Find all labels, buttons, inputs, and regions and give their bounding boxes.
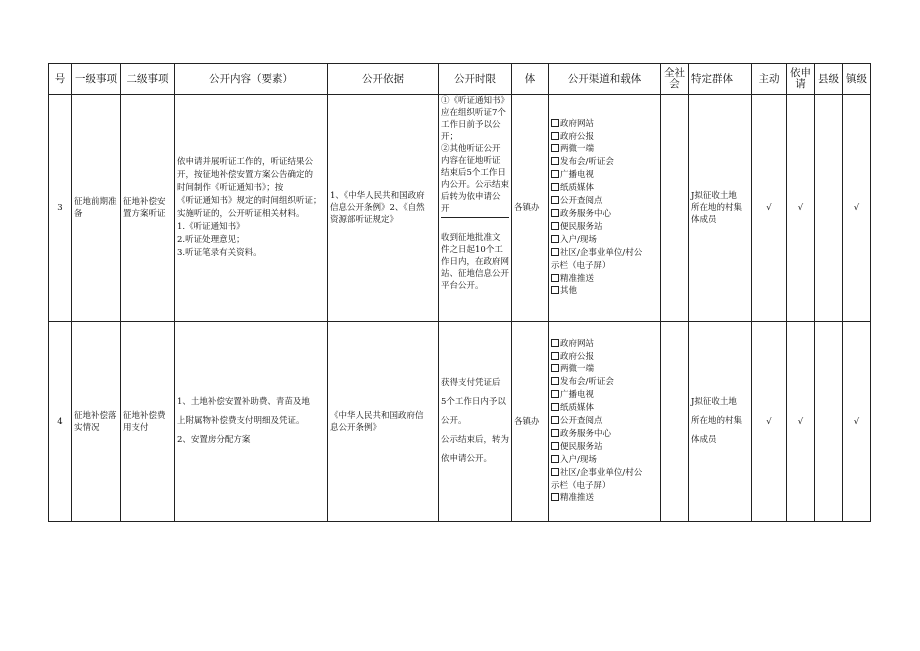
text-line: 《中华人民共和国政府信 — [330, 410, 424, 421]
text-line: 实施听证的，公开听证相关材料。 — [177, 209, 305, 219]
channel-item — [551, 467, 658, 480]
channel-item — [551, 156, 658, 169]
channel-label: 政府公报 — [560, 131, 595, 142]
checkbox-icon — [551, 493, 559, 501]
text-line: 公开。 — [441, 416, 467, 426]
town-check: √ — [843, 95, 871, 322]
checkbox-icon — [551, 119, 559, 127]
header-county: 县级 — [815, 64, 843, 95]
channel-label: 公开查阅点 — [560, 196, 603, 207]
county-check — [815, 322, 843, 522]
channel-label: 纸质媒体 — [560, 403, 595, 414]
header-active: 主动 — [752, 64, 787, 95]
text-line: 资源部听证规定》 — [330, 215, 399, 225]
text-line: 时间制作《听证通知书》；按 — [177, 183, 284, 193]
text-line: 内容在征地听证 — [441, 156, 501, 166]
on-request-check: √ — [787, 322, 815, 522]
channel-item — [551, 273, 658, 286]
checkbox-icon — [551, 442, 559, 450]
header-on-request: 依申请 — [787, 64, 815, 95]
time-limit-text — [439, 322, 512, 522]
whole-society-mark — [661, 95, 689, 322]
header-whole-society: 全社会 — [661, 64, 689, 95]
channel-item — [551, 221, 658, 234]
text-line: 1.《听证通知书》 — [177, 222, 245, 232]
channel-label: 其他 — [560, 286, 578, 297]
active-check: √ — [752, 95, 787, 322]
checkbox-icon — [551, 222, 559, 230]
table-row-4 — [49, 322, 871, 522]
level1-item: 征地前期准备 — [72, 95, 121, 322]
county-check — [815, 95, 843, 322]
channel-item — [551, 338, 658, 351]
checkbox-icon — [551, 170, 559, 178]
header-no: 号 — [49, 64, 72, 95]
channel-label: 政府网站 — [560, 118, 595, 129]
time-limit-cell — [439, 95, 512, 322]
channel-label: 公开查阅点 — [560, 416, 603, 427]
channel-label: 示栏（电子屏） — [551, 480, 611, 491]
channel-label: 示栏（电子屏） — [551, 260, 611, 271]
channel-label: 发布会/听证会 — [560, 157, 614, 168]
time-limit-part-b — [441, 218, 509, 292]
header-basis: 公开依据 — [328, 64, 439, 95]
checkbox-icon — [551, 286, 559, 294]
text-line: 公示结束后，转为 — [441, 435, 510, 445]
checkbox-icon — [551, 468, 559, 476]
channel-label: 政府公报 — [560, 351, 595, 362]
checkbox-icon — [551, 352, 559, 360]
text-line: 应在组织听证7个 — [441, 108, 506, 118]
channel-item — [551, 402, 658, 415]
level2-item: 征地补偿安置方案听证 — [121, 95, 175, 322]
channel-item — [551, 363, 658, 376]
disclosure-table — [48, 63, 871, 522]
checkbox-icon — [551, 364, 559, 372]
channel-label: 入户/现场 — [560, 234, 597, 245]
channel-item — [551, 208, 658, 221]
channel-label: 纸质媒体 — [560, 183, 595, 194]
checkbox-icon — [551, 132, 559, 140]
channel-item — [551, 480, 658, 493]
header-level2: 二级事项 — [121, 64, 175, 95]
text-line: 所在地的村集 — [691, 203, 743, 213]
row-number: 4 — [49, 322, 72, 522]
text-line: 后转为依申请公 — [441, 192, 501, 202]
header-town: 镇级 — [843, 64, 871, 95]
channel-label: 政务服务中心 — [560, 428, 612, 439]
channel-item — [551, 118, 658, 131]
channel-item — [551, 234, 658, 247]
channel-label: 便民服务站 — [560, 441, 603, 452]
text-line: J拟征收土地 — [691, 397, 737, 407]
text-line: 上附属物补偿费支付明细及凭证。 — [177, 416, 305, 426]
channel-item — [551, 143, 658, 156]
text-line: 信息公开条例》2、《自然 — [330, 203, 425, 213]
header-content: 公开内容（要素） — [175, 64, 328, 95]
content-elements — [175, 322, 328, 522]
text-line: 结束后5个工作日 — [441, 168, 506, 178]
basis-text — [328, 322, 439, 522]
checkbox-icon — [551, 339, 559, 347]
text-line: 2、安置房分配方案 — [177, 435, 251, 445]
town-check: √ — [843, 322, 871, 522]
text-line: 开 — [441, 204, 450, 214]
checkbox-icon — [551, 183, 559, 191]
checkbox-icon — [551, 248, 559, 256]
header-subject: 体 — [512, 64, 549, 95]
text-line: 1、《中华人民共和国政府 — [330, 191, 425, 201]
channel-label: 两微一端 — [560, 364, 595, 375]
channel-item — [551, 285, 658, 298]
channel-item — [551, 351, 658, 364]
text-line: 1、土地补偿安置补助费、青苗及地 — [177, 397, 310, 407]
specific-group-text — [689, 322, 752, 522]
content-elements — [175, 95, 328, 322]
subject-text: 各镇办 — [512, 322, 549, 522]
channel-item — [551, 182, 658, 195]
text-line: 《听证通知书》规定的时间组织听证； — [177, 196, 322, 206]
channel-label: 政务服务中心 — [560, 209, 612, 219]
channel-item — [551, 389, 658, 402]
text-line: 开，按征地补偿安置方案公告确定的 — [177, 170, 314, 180]
channel-item — [551, 131, 658, 144]
specific-group-text — [689, 95, 752, 322]
subject-text: 各镇办 — [512, 95, 549, 322]
text-line: 获得支付凭证后 — [441, 378, 501, 388]
basis-text — [328, 95, 439, 322]
channel-item — [551, 415, 658, 428]
channel-label: 两微一端 — [560, 144, 595, 155]
channel-label: 入户/现场 — [560, 454, 597, 465]
channel-label: 社区/企事业单位/村公 — [560, 467, 643, 478]
channel-label: 社区/企事业单位/村公 — [560, 247, 643, 258]
header-specific-group: 特定群体 — [689, 64, 752, 95]
checkbox-icon — [551, 157, 559, 165]
checkbox-icon — [551, 377, 559, 385]
text-line: 体成员 — [691, 435, 717, 445]
checkbox-icon — [551, 403, 559, 411]
checkbox-icon — [551, 390, 559, 398]
text-line: 所在地的村集 — [691, 416, 743, 426]
text-line: 依申请并展听证工作的，听证结果公 — [177, 157, 314, 167]
text-line: J拟征收土地 — [691, 191, 737, 201]
text-line: 5个工作日内予以 — [441, 397, 506, 407]
text-line: 3.听证笔录有关资料。 — [177, 248, 262, 258]
text-line: 体成员 — [691, 215, 717, 225]
channel-label: 精准推送 — [560, 493, 595, 504]
text-line: 2.听证处理意见； — [177, 235, 245, 245]
channel-item — [551, 454, 658, 467]
text-line: 收到征地批准文 — [441, 233, 501, 243]
channel-item — [551, 428, 658, 441]
header-channel: 公开渠道和载体 — [549, 64, 661, 95]
channel-item — [551, 492, 658, 505]
text-line: 工作日前予以公开； — [441, 120, 501, 142]
channel-label: 发布会/听证会 — [560, 377, 614, 388]
time-limit-part-a — [441, 95, 509, 218]
header-level1: 一级事项 — [72, 64, 121, 95]
channel-item — [551, 195, 658, 208]
header-row — [49, 64, 871, 95]
checkbox-icon — [551, 196, 559, 204]
channel-label: 政府网站 — [560, 338, 595, 349]
row-number: 3 — [49, 95, 72, 322]
table-row-3 — [49, 95, 871, 322]
checkbox-icon — [551, 274, 559, 282]
checkbox-icon — [551, 144, 559, 152]
channel-list — [549, 95, 661, 322]
header-time: 公开时限 — [439, 64, 512, 95]
text-line: 站、征地信息公开 — [441, 269, 510, 279]
channel-item — [551, 247, 658, 260]
text-line: 作日内，在政府网 — [441, 257, 510, 267]
on-request-check: √ — [787, 95, 815, 322]
text-line: ①《听证通知书》 — [441, 96, 510, 106]
channel-item — [551, 169, 658, 182]
active-check: √ — [752, 322, 787, 522]
text-line: 内公开。公示结束 — [441, 180, 510, 190]
channel-label: 广播电视 — [560, 170, 595, 181]
checkbox-icon — [551, 416, 559, 424]
checkbox-icon — [551, 235, 559, 243]
text-line: 件之日起10个工 — [441, 245, 503, 255]
channel-item — [551, 260, 658, 273]
text-line: 依申请公开。 — [441, 454, 493, 464]
checkbox-icon — [551, 209, 559, 217]
text-line: 息公开条例》 — [330, 422, 382, 433]
channel-label: 便民服务站 — [560, 221, 603, 232]
channel-label: 精准推送 — [560, 273, 595, 284]
checkbox-icon — [551, 429, 559, 437]
level2-item: 征地补偿费用支付 — [121, 322, 175, 522]
text-line: 平台公开。 — [441, 281, 484, 291]
text-line: ②其他听证公开 — [441, 144, 501, 154]
checkbox-icon — [551, 455, 559, 463]
channel-list — [549, 322, 661, 522]
channel-item — [551, 441, 658, 454]
channel-item — [551, 376, 658, 389]
level1-item: 征地补偿落实情况 — [72, 322, 121, 522]
channel-label: 广播电视 — [560, 390, 595, 401]
whole-society-mark — [661, 322, 689, 522]
